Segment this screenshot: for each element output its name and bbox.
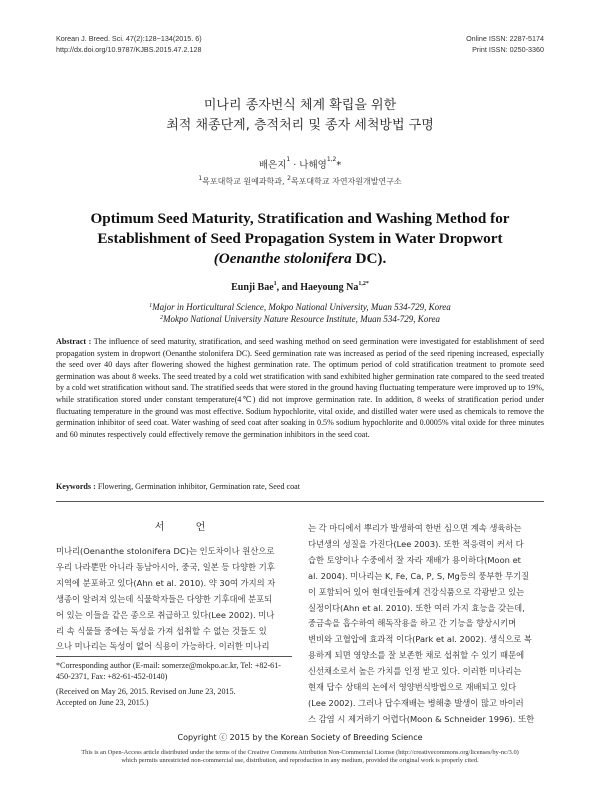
korean-aff1: 목포대학교 원예과학과, <box>202 177 288 186</box>
intro-right-line: (Lee 2002). 그러나 답수재배는 병해충 발생이 많고 바이러 <box>308 697 524 708</box>
intro-right-line: 는 각 마디에서 뿌리가 발생하여 한번 심으면 계속 생육하는 <box>308 523 522 533</box>
english-affiliation-1 <box>0 302 600 314</box>
korean-authors <box>0 157 600 171</box>
section-divider <box>56 501 544 502</box>
korean-affiliations <box>0 176 600 187</box>
abstract <box>56 336 544 440</box>
intro-right-line: 다년생의 성질을 가진다(Lee 2003). 또한 적응력이 커서 다 <box>308 538 524 549</box>
footnote-divider <box>56 656 292 657</box>
korean-author-1-sup: 1 <box>286 156 291 163</box>
korean-aff2: 목포대학교 자연자원개발연구소 <box>290 177 402 186</box>
corresponding-star: * <box>336 160 342 171</box>
english-aff1: Major in Horticultural Science, Mokpo National University, Muan 534-729, Korea <box>152 302 451 312</box>
english-author-2: , and Haeyoung Na <box>276 282 359 293</box>
english-title-line2: Establishment of Seed Propagation System in Water Dropwort <box>97 230 503 247</box>
korean-author-1: 배은지 <box>258 160 287 171</box>
intro-left-lines <box>56 544 292 655</box>
keywords <box>56 482 544 491</box>
online-issn: Online ISSN: 2287-5174 <box>466 34 544 43</box>
species-name: (Oenanthe stolonifera <box>213 250 352 267</box>
korean-author-2: 나해영 <box>299 160 327 171</box>
intro-left-column <box>56 544 292 655</box>
keywords-label: Keywords : <box>56 482 96 491</box>
english-title-line3-rest: DC). <box>351 250 387 267</box>
english-author-2-sup: 1,2* <box>358 281 369 287</box>
english-aff1-sup: 1 <box>149 303 153 309</box>
intro-right-lines <box>308 521 544 728</box>
english-title-line1: Optimum Seed Maturity, Stratification and Washing Method for <box>90 210 510 227</box>
section-heading-intro: 서 언 <box>154 522 220 533</box>
author-separator: · <box>290 160 300 171</box>
english-authors <box>0 282 600 293</box>
intro-right-column <box>308 521 544 728</box>
accepted-date: Accepted on June 23, 2015.) <box>56 698 149 707</box>
license-line-1: This is an Open-Access article distributed under the terms of the Creative Commons Attribution Non-Commercial License (http://creativecommons.org/licenses/by-nc/3.0) <box>81 749 519 756</box>
received-date: (Received on May 26, 2015. Revised on June 23, 2015. <box>56 687 236 696</box>
english-aff2-sup: 2 <box>160 315 164 321</box>
intro-left-line: 으나 미나리는 독성이 없어 식용이 가능하다. 이러한 미나리 <box>56 641 270 652</box>
abstract-label: Abstract : <box>56 337 92 346</box>
intro-right-line: 변비와 고혈압에 효과적 이다(Park et al. 2002). 생식으로 복 <box>308 634 532 645</box>
english-author-1: Eunji Bae <box>231 282 274 293</box>
intro-left-line: 미나리(Oenanthe stolonifera DC)는 인도차이나 원산으로 <box>56 546 275 556</box>
intro-right-line: 습한 토양이나 수중에서 잘 자라 재배가 용이하다(Moon et <box>308 554 521 565</box>
license-line-2: which permits unrestricted non-commercial use, distribution, and reproduction in any medium, provided the original work is properly cited. <box>121 757 479 764</box>
print-issn: Print ISSN: 0250-3360 <box>472 45 544 54</box>
intro-left-line: 어 있는 이들을 같은 종으로 취급하고 있다(Lee 2002). 미나 <box>56 609 275 620</box>
intro-right-line: 이 포함되어 있어 현대인들에게 건강식품으로 각광받고 있는 <box>308 586 525 597</box>
intro-right-line: 신선채소로서 높은 가치를 인정 받고 있다. 이러한 미나리는 <box>308 666 522 677</box>
abstract-text: The influence of seed maturity, stratification, and seed washing method on seed germination were investigated for establishment of seed propagation system in dropwort (Oenanthe stolonifera DC). Seed germination rate was increased as period of the seed ripening increased, especially the seed over 40 days after flowering showed the highest germination rate. The optimum period of cold stratification treatment to promote seed germination was about 8 weeks. The seed treated by a cold wet stratification with sand exhibited higher germination rate compared to the seed treated by a cold wet stratification without sand. The stratified seeds that were stored in the ground having fluctuating temperature were improved up to 19%, while stratification stored under constant temperature(4℃) did not improve germination rate. In addition, 8 weeks of stratification period under fluctuating temperature in the ground was most effective. Sodium hypochlorite, vital oxide, and distilled water were used as chemicals to remove the germination inhibitor of seed coat. Water washing of seed coat after soaking in 0.5% sodium hypochlorite and 0.0005% vital oxide for three minutes and 60 minutes respectively could effectively remove the germination inhibitors in the seed coat. <box>56 337 544 439</box>
intro-right-line: 현재 답수 상태의 논에서 영양번식방법으로 재배되고 있다 <box>308 682 517 693</box>
korean-aff1-sup: 1 <box>198 175 203 182</box>
intro-left-line: 우리 나라뿐만 아니라 동남아시아, 중국, 일본 등 다양한 기후 <box>56 561 275 572</box>
english-author-1-sup: 1 <box>273 281 277 287</box>
doi-link[interactable]: http://dx.doi.org/10.9787/KJBS.2015.47.2.128 <box>56 45 202 54</box>
copyright-notice: Copyright ⓒ 2015 by the Korean Society of Breeding Science <box>177 733 423 742</box>
english-affiliation-2 <box>0 314 600 326</box>
intro-right-line: 실정이다(Ahn et al. 2010). 또한 여러 가지 효능을 갖는데, <box>308 602 525 613</box>
korean-author-2-sup: 1,2 <box>326 156 337 163</box>
intro-left-line: 리 속 식물들 중에는 독성을 가져 섭취할 수 없는 것들도 있 <box>56 625 267 636</box>
journal-reference: Korean J. Breed. Sci. 47(2):128~134(2015. 6) <box>56 34 202 43</box>
english-title-line3 <box>60 249 540 269</box>
korean-aff2-sup: 2 <box>287 175 291 182</box>
intro-right-line: 스 감염 시 제거하기 어렵다(Moon & Schneider 1996). 또한 <box>308 713 535 724</box>
intro-right-line: 중금속을 흡수하여 해독작용을 하고 간 기능을 향상시키며 <box>308 618 517 629</box>
korean-title-line1: 미나리 종자번식 체계 확립을 위한 <box>203 98 397 113</box>
keywords-text: Flowering, Germination inhibitor, Germination rate, Seed coat <box>97 482 301 491</box>
corresponding-author-note: *Corresponding author (E-mail: somerze@mokpo.ac.kr, Tel: +82-61-450-2371, Fax: +82-61-452-0140) <box>56 661 281 682</box>
korean-title-line2: 최적 채종단계, 층적처리 및 종자 세척방법 구명 <box>166 118 434 133</box>
english-aff2: Mokpo National University Nature Resource Institute, Muan 534-729, Korea <box>163 314 440 324</box>
intro-left-line: 지역에 분포하고 있다(Ahn et al. 2010). 약 30여 가지의 자 <box>56 577 276 588</box>
intro-left-line: 생종이 알려져 있는데 식물학자들은 다양한 기후대에 분포되 <box>56 593 273 604</box>
intro-right-line: al. 2004). 미나리는 K, Fe, Ca, P, S, Mg등의 풍부한 무기질 <box>308 570 530 581</box>
intro-right-line: 용하게 되면 영양소를 잘 보존한 채로 섭취할 수 있기 때문에 <box>308 650 525 661</box>
